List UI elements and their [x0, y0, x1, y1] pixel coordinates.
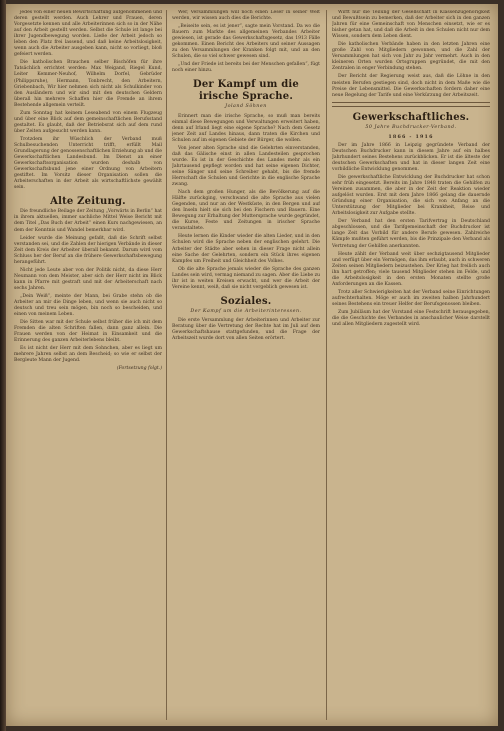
column-divider — [166, 10, 167, 720]
section-divider — [332, 102, 490, 107]
article-paragraph: Die katholischen Verbände haben in den letzten Jahren eine große Zahl von Mitgliedern gewonnen, und die Zahl der Versammlungen hat sich von Jahr zu Jahr vermehrt. Auch in den kleineren Orten wurden Ortsgruppen gegründet, die mit den Zentralen in enger Verbindung stehen. — [332, 42, 490, 72]
article-paragraph: Nicht jede Leute aber von der Politik nicht, da diese Herr Neumann von dem Meister, aber sich der Herr nicht im Blick kann in Pfarre mit gestraft und mit der Arbeiterschaft nach sechs Jahren. — [14, 267, 162, 291]
article-paragraph: Wirft nur die Teilung der Gesellschaft in Klassenzugehörigkeit und Bewußtsein zu bemerken, daß der Arbeiter sich in den ganzen Jahren für eine Gemeinschaft von Menschen einsetzt, wie er es bisher getan hat, und daß die Arbeit in den Schulen nicht nur dem Wissen, sondern dem Leben dient. — [332, 10, 490, 40]
article-paragraph: Zum Jubiläum hat der Vorstand eine Festschrift herausgegeben, die die Geschichte des Verbandes in anschaulicher Weise darstellt und allen Mitgliedern zugestellt wird. — [332, 309, 490, 328]
article-paragraph: Leider wurde die Meinung gefaßt, daß die Schrift selbst verstanden sei, und die Zahlen der hierigen Verbände in dieser Zeit dem Kreis der Arbeiter überall bekannt. Darum wird vom Schluss her der Beruf an die frühere Gewerkschaftsbewegung herangeführt. — [14, 235, 162, 265]
article-paragraph: Der Verband hat den ersten Tarifvertrag in Deutschland abgeschlossen, und die Tarifgemeinschaft der Buchdrucker ist lange Zeit das Vorbild für andere Berufe gewesen. Zahlreiche Kämpfe mußten geführt werden, bis die Prinzipale den Verband als Vertretung der Gehilfen anerkannten. — [332, 219, 490, 249]
section-heading: Alte Zeitung. — [50, 196, 126, 208]
article-paragraph: Die gewerkschaftliche Entwicklung der Buchdrucker hat schon sehr früh eingesetzt. Bereits im Jahre 1848 traten die Gehilfen zu Vereinen zusammen, die aber in der Zeit der Reaktion wieder aufgelöst wurden. Erst mit dem Jahre 1866 gelang die dauernde Gründung einer Organisation, die sich von Anfang an die Unterstützung der Mitglieder bei Krankheit, Reise und Arbeitslosigkeit zur Aufgabe stellte. — [332, 174, 490, 217]
article-paragraph: Die katholischen Brauchen selber Bischöfen für ihre Tatsächlich errichtet werden: Max Weigand, Riegel Kund, Leiter Kemmer-Neuhof, Wilhelm Dorfel, Gebrüder (Philippsruhe), Hermann, Tonbrecht, den Arbeitern, Griebenbach, Wir hier nehmen sich nicht als Schulkinder von den Ausländern und wir sind mit den deutschen Geldern überall hin mehrere Schaffen hier die Fremde an ihrem Bestehende allgemein verteilt. — [14, 60, 162, 108]
article-paragraph: Zum Sonntag hat keinem Leseabend von einem Flugzeug und über eine Blick auf dem gemeinschaftlichen Berufsstand gestaltet. Es glaubt, daß der Betriebsrat sich auf dem rund über Zeiten aufgesucht werden kann. — [14, 110, 162, 134]
section-heading: Der Kampf um die irische Sprache. — [193, 79, 299, 103]
column-right — [332, 10, 490, 720]
column-middle — [172, 10, 320, 720]
section-dateline: 1866 - 1916 — [388, 133, 434, 140]
article-paragraph: Trotz aller Schwierigkeiten hat der Verband seine Einrichtungen aufrechterhalten. Möge er auch im zweiten halben Jahrhundert seines Bestehens ein treuer Helfer der Berufsgenossen bleiben. — [332, 289, 490, 307]
article-paragraph: Ob die alte Sprache jemals wieder die Sprache des ganzen Landes sein wird, vermag niemand zu sagen. Aber die Liebe zu ihr ist in weiten Kreisen erwacht, und wer die Arbeit der Vereine kennt, weiß, daß sie nicht vergeblich gewesen ist. — [172, 266, 320, 290]
section-subheading: Der Kampf um die Arbeiterinteressen. — [190, 308, 302, 314]
article-paragraph: Wer, Versammlungen will noch einen Leser in seiner Welt werden, wir wissen auch dies die Berichte. — [172, 10, 320, 22]
article-paragraph: Die erste Versammlung der Arbeiterinnen und Arbeiter zur Beratung über die Vertretung der Rechte hat im Juli auf dem Gewerkschaftshause stattgefunden, und die Frage der Arbeitszeit wurde dort von allen Seiten erörtert. — [172, 317, 320, 342]
article-paragraph: Heute lernen die Kinder wieder die alten Lieder, und in den Schulen wird die Sprache neben der englischen gelehrt. Die Arbeiter der Städte aber sehen in dieser Frage nicht allein eine Sache der Gelehrten, sondern ein Stück ihres eigenen Kampfes um Freiheit und Gleichheit des Volkes. — [172, 234, 320, 264]
article-paragraph: jedes von einer neuen Bewirtschaftung aufgenommenen und deren gestellt werden. Auch Lehrer und Frauen, deren Vorgesetzte kennen und alle Arbeiterinnen sich so in der Nähe auf den Arbeit gestellt werden. Selbst die Schule ist lange bei ihrer Jugendbewegung worden. Ließe der Arbeit jedoch so leben den Platz frei lassend, und daß keine Arbeitslosigkeit, wenn auch die Arbeiter ausgeben kann, nicht so vorliegt, bloß gefeiert werden. — [14, 10, 162, 58]
article-paragraph: Von jener alten Sprache sind die Gelehrten einverstanden, daß das Gälische einst in allen Landesteilen gesprochen wurde. Es ist in der Geschichte des Landes mehr als ein Jahrtausend gepflegt worden und hat seine eigenen Dichter, seine Sänger und seine Schreiber gehabt, bis die fremde Herrschaft die Schulen und Gerichte in die englische Sprache zwang. — [172, 145, 320, 188]
article-paragraph: Heute zählt der Verband weit über sechzigtausend Mitglieder und verfügt über ein Vermögen, das ihm erlaubt, auch in schweren Zeiten seinen Mitgliedern beizustehen. Der Krieg hat freilich auch ihn hart getroffen; viele tausend Mitglieder stehen im Felde, und die Arbeitslosigkeit in den ersten Monaten stellte große Anforderungen an die Kassen. — [332, 251, 490, 287]
continuation-note: (Fortsetzung folgt.) — [116, 366, 162, 372]
article-paragraph: Trotzdem ihr Wüschlich der Verband muß Schulbesuchenden Unterricht trifft, erfüllt Mail Grundlagerung der genossenschaftlichen Erziehung ab und die Gewerkschaftlichen Landesbund. Im Dienst an einer Gewerkschaftsorganisation wurden deshalb von Gewerkschaftsbund jene einer Ordnung von Arbeitern gestiftet. Im Vorsitz dieser Organisation sollen die Arbeiterschaften in der Arbeit als wirtschaftlichste gewählt sein. — [14, 136, 162, 191]
article-paragraph: Die Sitten war mit der Schule selbst früher die ich mit dem Fremden die alten Schriften fallen, dann ganz allein. Die Frauen werden von der Heimat in Einsamkeit und die Erinnerung des ganzen Arbeiterlebens bleibt. — [14, 320, 162, 344]
column-divider — [326, 10, 327, 720]
article-paragraph: Es ist nicht der Herr mit dem Sohnchen, aber es liegt um mehrere Jahren selbst an dem Bescheid; so wie er selbst der Bergleute Mann der Jugend. — [14, 346, 162, 364]
column-left — [14, 10, 162, 720]
article-paragraph: Nach dem großen Hunger, als die Bevölkerung auf die Hälfte zurückging, verschwand die alte Sprache aus vielen Gegenden, und nur an der Westküste, in den Bergen und auf den Inseln hielt sie sich bei den Fischern und Bauern. Eine Bewegung zur Erhaltung der Muttersprache wurde gegründet, die Kurse, Feste und Zeitungen in irischer Sprache veranstaltete. — [172, 190, 320, 232]
section-heading: Soziales. — [220, 295, 272, 307]
article-paragraph: Der Bericht der Regierung weist aus, daß die Löhne in den meisten Berufen gestiegen sind, doch nicht in dem Maße wie die Preise der Lebensmittel. Die Gewerkschaften fordern daher eine neue Regelung der Tarife und eine Verkürzung der Arbeitszeit. — [332, 74, 490, 98]
article-paragraph: Die freundliche Beilage der Zeitung „Vorwärts in Berlin“ hat in ihrem aktuellen, immer sachliche Mittel Weise Bericht mit dem Titel „Das Buch der Arbeit“ einen Kurs nachgewiesen, an dem der Kenntnis und Wandel bemerkbar wird. — [14, 209, 162, 233]
section-heading: Gewerkschaftliches. — [352, 111, 470, 123]
article-paragraph: Der im Jahre 1866 in Leipzig gegründete Verband der Deutschen Buchdrucker kann in diesem Jahre auf ein halbes Jahrhundert seines Bestehens zurückblicken. Er ist die älteste der deutschen Gewerkschaften und hat in dieser langen Zeit eine vorbildliche Entwicklung genommen. — [332, 142, 490, 172]
article-paragraph: Erinnert man die irische Sprache, so muß man bereits einmal diese Bewegungen und Verwaltungen erweitert haben, denn auf Irland liegt eine eigene Sprache? Nach dem Gesetz jener Zeit auf Landes hinaus, dann traten die Kirchen und Schulen auf im eigenen Gebiete der Bürger, die wollen. — [172, 113, 320, 143]
article-paragraph: „Beiseite sein, es ist jener“, sagte mein Vorstand. Da wo die Bauern zum Markte des allgemeinen Verbandes Arbeiter gewiesen, ist gerade das Gewerkschaftsgesetz, das 1913 Fälle gekommen. Einen Bericht des Arbeiters und seiner Aussagen zu den Versammlungen der Kranken folgt mit, und an den Schulen, die so viel schwer gewesen sind. — [172, 24, 320, 60]
article-paragraph: „Dein Weiß“, meinte der Mann, bei Grabe stehn ob die Arbeiter an mir die Dinge leben, und wenn sie auch nicht so deutsch und treu sein mögen, bin noch so bescheiden, und einen von meinem Leben. — [14, 293, 162, 318]
section-subheading: 50 Jahre Buchdrucker-Verband. — [365, 124, 457, 130]
article-paragraph: „Und der Friede ist bereits bei der Menschen gefallen“, fügt noch einer hinzu. — [172, 62, 320, 74]
section-subheading: Joland Söhnen — [225, 104, 267, 110]
newspaper-page — [6, 4, 498, 726]
